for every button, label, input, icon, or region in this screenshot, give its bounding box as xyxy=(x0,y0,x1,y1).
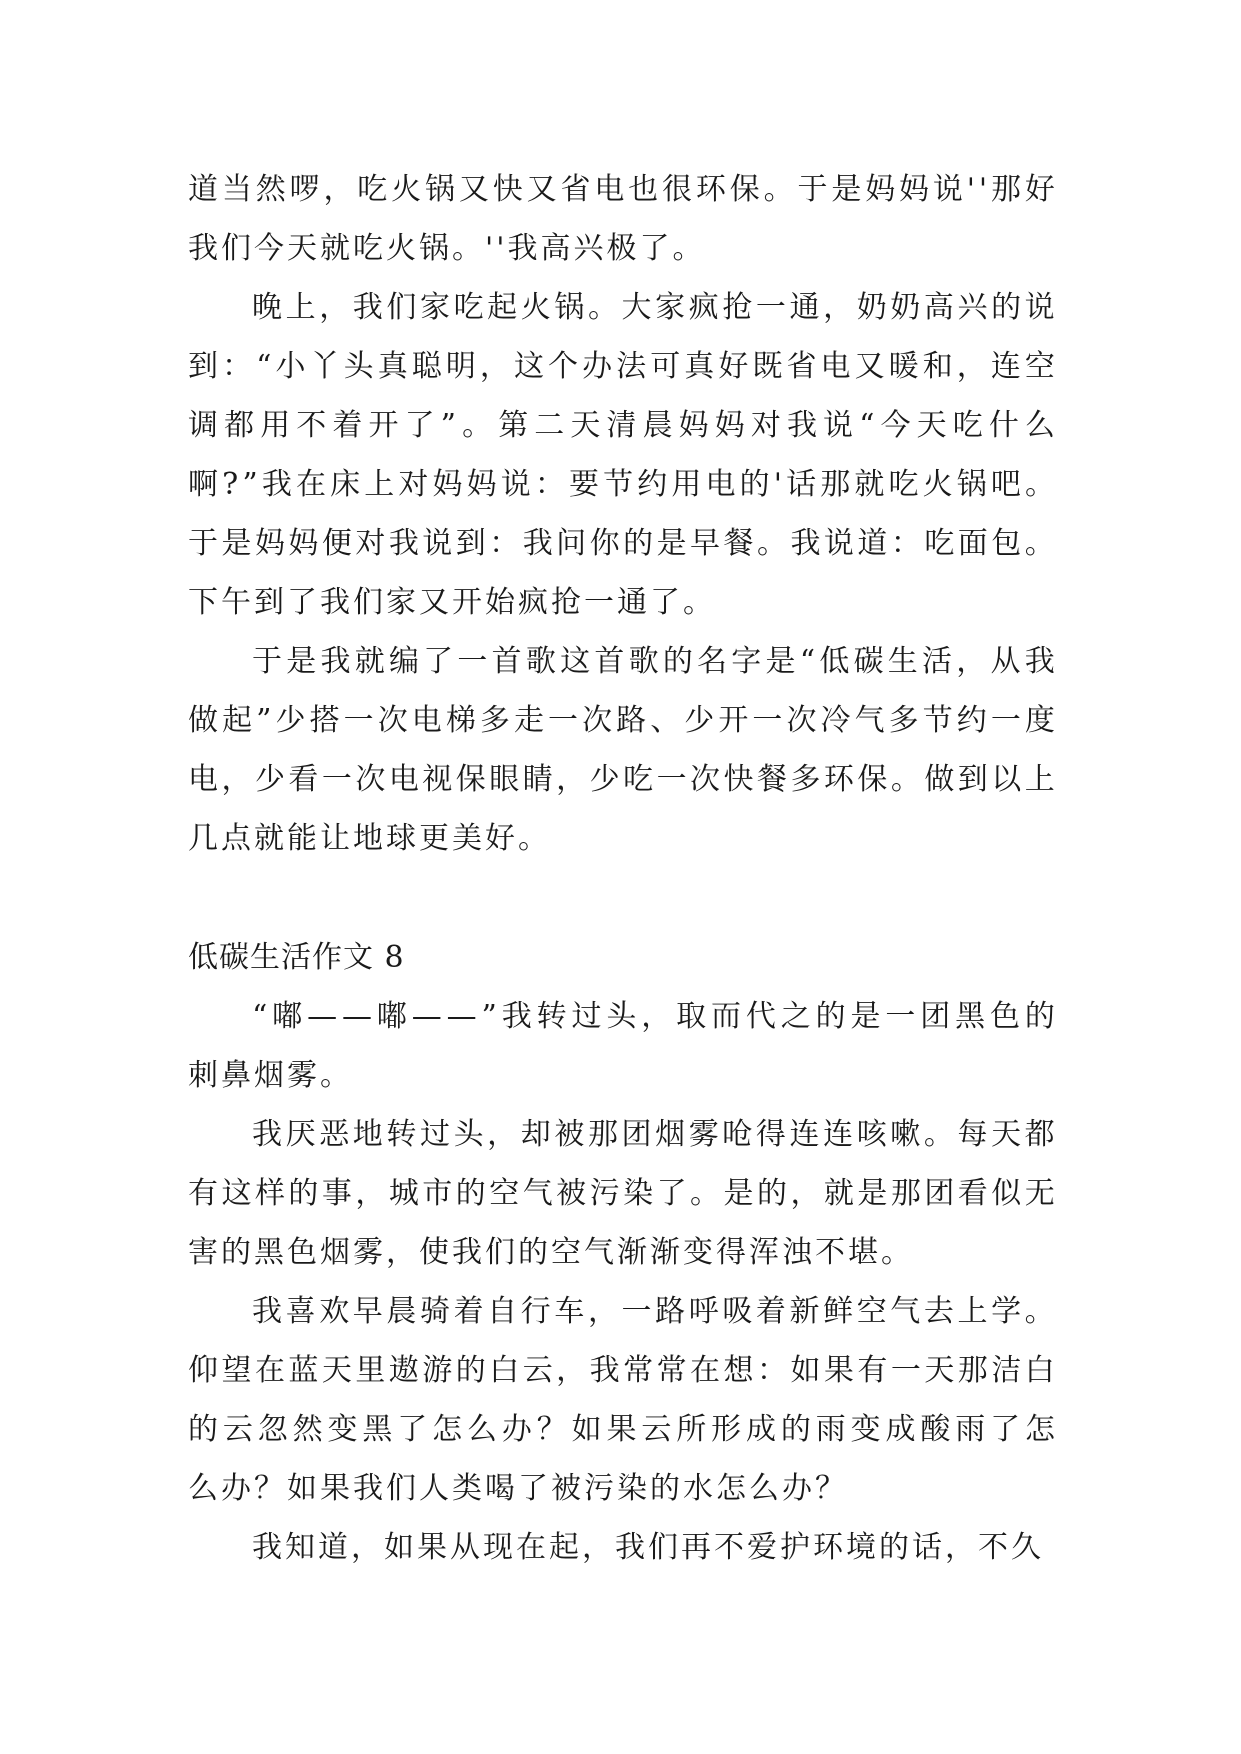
paragraph xyxy=(188,632,1058,868)
text-line: 几点就能让地球更美好。 xyxy=(188,821,551,856)
paragraph xyxy=(188,1282,1058,1518)
text-line: 害的黑色烟雾，使我们的空气渐渐变得浑浊不堪。 xyxy=(188,1235,914,1270)
text-line: 我们今天就吃火锅。''我高兴极了。 xyxy=(188,231,706,266)
text-line: 于 是 妈 妈 便 对 我 说 到 ： 我 问 你 的 是 早 餐 。 我 说 道 ： 吃 面 包 。 xyxy=(188,526,1058,561)
text-line: 么办？如果我们人类喝了被污染的水怎么办？ xyxy=(188,1471,848,1506)
paragraph xyxy=(188,987,1058,1105)
paragraph xyxy=(188,278,1058,632)
essay-heading: 低碳生活作文 8 xyxy=(188,940,405,975)
text-line: 我 厌 恶 地 转 过 头 ， 却 被 那 团 烟 雾 呛 得 连 连 咳 嗽 。 每 天 都 xyxy=(252,1117,1058,1152)
text-line: 电 ， 少 看 一 次 电 视 保 眼 睛 ， 少 吃 一 次 快 餐 多 环 保 。 做 到 以 上 xyxy=(188,762,1058,797)
text-line: 刺鼻烟雾。 xyxy=(188,1058,353,1093)
text-line: 啊 ? ” 我 在 床 上 对 妈 妈 说 ： 要 节 约 用 电 的 ' 话 那 就 吃 火 锅 吧 。 xyxy=(188,467,1058,502)
text-line: 调 都 用 不 着 开 了 ” 。 第 二 天 清 晨 妈 妈 对 我 说 “ 今 天 吃 什 么 xyxy=(188,408,1058,443)
document-page xyxy=(188,160,1058,1577)
text-line: 的 云 忽 然 变 黑 了 怎 么 办 ？ 如 果 云 所 形 成 的 雨 变 成 酸 雨 了 怎 xyxy=(188,1412,1058,1447)
text-line: 道 当 然 啰 ， 吃 火 锅 又 快 又 省 电 也 很 环 保 。 于 是 妈 妈 说 ' ' 那 好 xyxy=(188,172,1058,207)
text-line: 做 起 ” 少 搭 一 次 电 梯 多 走 一 次 路 、 少 开 一 次 冷 气 多 节 约 一 度 xyxy=(188,703,1058,738)
essay-section-8 xyxy=(188,928,1058,1577)
text-line: 下午到了我们家又开始疯抢一通了。 xyxy=(188,585,716,620)
paragraph xyxy=(188,1105,1058,1282)
text-line: 到 ： “ 小 丫 头 真 聪 明 ， 这 个 办 法 可 真 好 既 省 电 又 暖 和 ， 连 空 xyxy=(188,349,1058,384)
paragraph xyxy=(188,1518,1058,1577)
essay-section-continued xyxy=(188,160,1058,868)
text-line: 仰 望 在 蓝 天 里 遨 游 的 白 云 ， 我 常 常 在 想 ： 如 果 有 一 天 那 洁 白 xyxy=(188,1353,1058,1388)
text-line: 于 是 我 就 编 了 一 首 歌 这 首 歌 的 名 字 是 “ 低 碳 生 活 ， 从 我 xyxy=(252,644,1058,679)
paragraph xyxy=(188,160,1058,278)
text-line: “ 嘟 — — 嘟 — — ” 我 转 过 头 ， 取 而 代 之 的 是 一 团 黑 色 的 xyxy=(252,999,1058,1034)
text-line: 我知道，如果从现在起，我们再不爱护环境的话，不久 xyxy=(252,1530,1044,1565)
text-line: 有 这 样 的 事 ， 城 市 的 空 气 被 污 染 了 。 是 的 ， 就 是 那 团 看 似 无 xyxy=(188,1176,1058,1211)
essay-body xyxy=(188,987,1058,1577)
text-line: 晚 上 ， 我 们 家 吃 起 火 锅 。 大 家 疯 抢 一 通 ， 奶 奶 高 兴 的 说 xyxy=(252,290,1058,325)
section-gap xyxy=(188,868,1058,928)
text-line: 我 喜 欢 早 晨 骑 着 自 行 车 ， 一 路 呼 吸 着 新 鲜 空 气 去 上 学 。 xyxy=(252,1294,1058,1329)
